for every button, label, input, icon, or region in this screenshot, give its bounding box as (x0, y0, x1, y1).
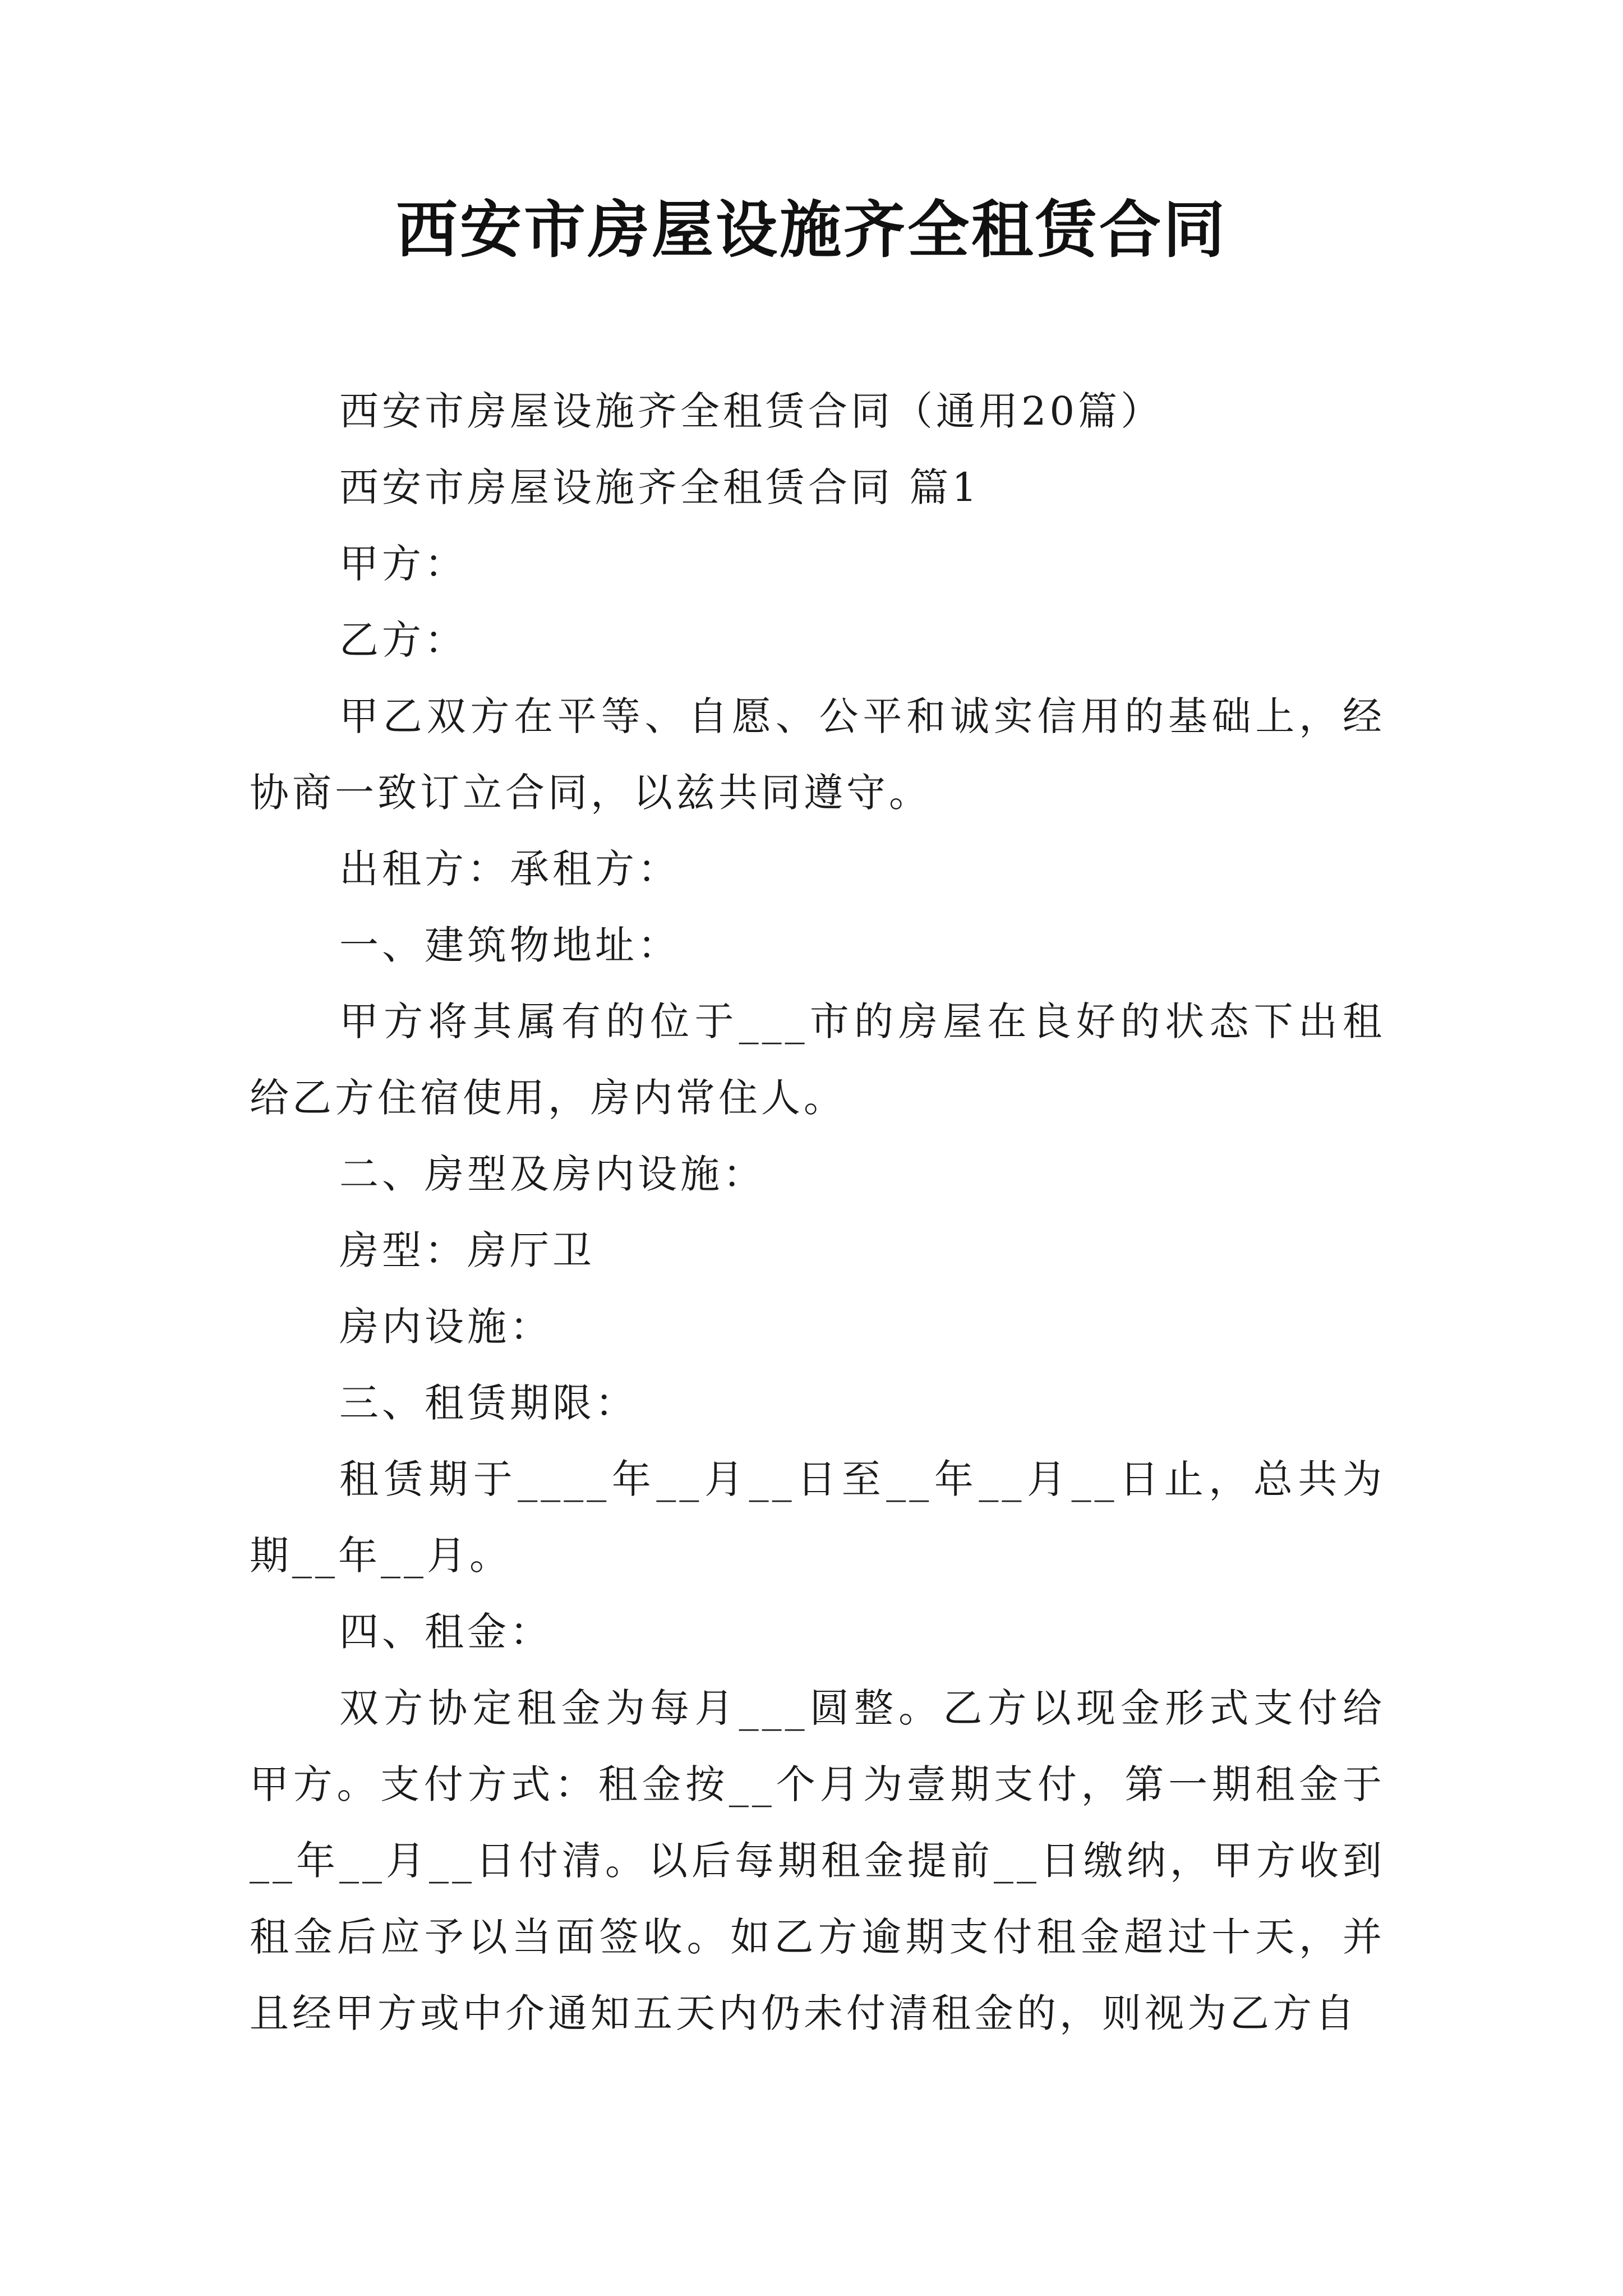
paragraph-clause-1-body: 甲方将其属有的位于___市的房屋在良好的状态下出租给乙方住宿使用，房内常住人。 (250, 999, 1385, 1121)
paragraph-clause-3-body: 租赁期于____年__月__日至__年__月__日止，总共为期__年__月。 (250, 1456, 1385, 1579)
paragraph-clause-1-heading: 一、建筑物地址： (339, 922, 680, 968)
paragraph-clause-4-heading: 四、租金： (339, 1609, 552, 1655)
paragraph-section-heading: 西安市房屋设施齐全租赁合同 篇1 (339, 464, 980, 510)
document-title: 西安市房屋设施齐全租赁合同 (396, 194, 1227, 266)
paragraph-preamble: 甲乙双方在平等、自愿、公平和诚实信用的基础上，经协商一致订立合同，以兹共同遵守。 (250, 693, 1385, 816)
paragraph-subtitle: 西安市房屋设施齐全租赁合同（通用20篇） (339, 388, 1164, 434)
paragraph-party-b: 乙方： (339, 617, 467, 663)
paragraph-room-type: 房型：房厅卫 (339, 1227, 595, 1273)
paragraph-room-facilities: 房内设施： (339, 1304, 552, 1350)
paragraph-lessor-lessee: 出租方：承租方： (339, 846, 680, 892)
paragraph-party-a: 甲方： (339, 541, 467, 587)
paragraph-clause-3-heading: 三、租赁期限： (339, 1380, 638, 1426)
document-body (250, 373, 1385, 2051)
paragraph-clause-4-body: 双方协定租金为每月___圆整。乙方以现金形式支付给甲方。支付方式：租金按__个月为壹期支付，第一期租金于__年__月__日付清。以后每期租金提前__日缴纳，甲方收到租金后应予以当面签收。如乙方逾期支付租金超过十天，并且经甲方或中介通知五天内仍未付清租金的，则视为乙方自 (250, 1685, 1385, 2036)
paragraph-clause-2-heading: 二、房型及房内设施： (339, 1151, 766, 1197)
